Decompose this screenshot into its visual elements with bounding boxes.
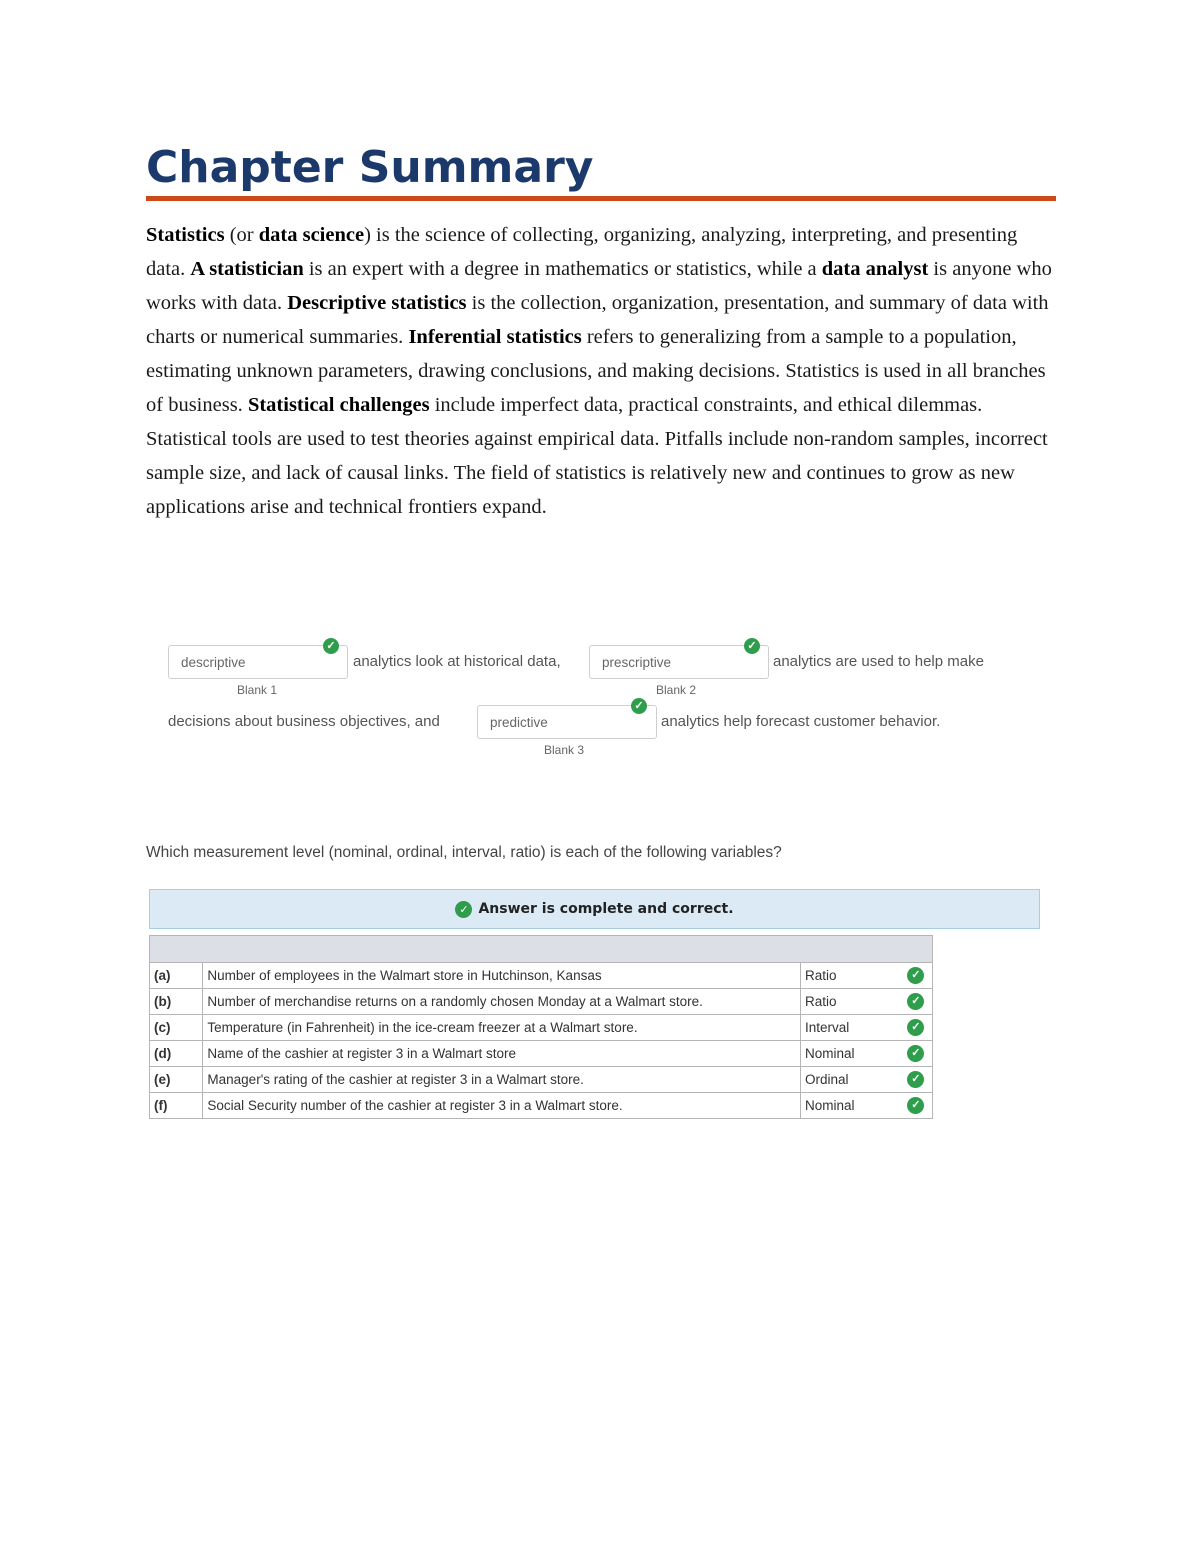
summary-key-term: data science — [258, 224, 365, 246]
table-row — [150, 963, 933, 989]
correct-check-icon: ✓ — [907, 993, 924, 1010]
row-letter: (a) — [150, 963, 203, 989]
table-row — [150, 989, 933, 1015]
summary-text: is the collection, organization, presentation, and summary of data with charts or numerical summaries. — [146, 292, 1049, 348]
row-level-answer[interactable]: Ordinal — [800, 1067, 899, 1093]
blank-3-input[interactable]: predictive — [477, 705, 657, 739]
summary-text: (or — [224, 224, 259, 246]
row-level-answer[interactable]: Interval — [800, 1015, 899, 1041]
summary-key-term: data analyst — [821, 258, 929, 280]
row-letter: (c) — [150, 1015, 203, 1041]
row-level-answer[interactable]: Nominal — [800, 1041, 899, 1067]
measurement-level-table — [149, 935, 933, 1119]
row-level-answer[interactable]: Ratio — [800, 989, 899, 1015]
correct-check-icon: ✓ — [907, 1019, 924, 1036]
blank-3-check-icon: ✓ — [631, 698, 647, 714]
summary-text: is anyone who works with data. — [146, 258, 1052, 314]
row-variable: Temperature (in Fahrenheit) in the ice-cream freezer at a Walmart store. — [203, 1015, 801, 1041]
summary-text: ) is the science of collecting, organizing, analyzing, interpreting, and presenting data. — [146, 224, 1018, 280]
table-row — [150, 1015, 933, 1041]
row-level-answer[interactable]: Ratio — [800, 963, 899, 989]
fill-in-text-3: decisions about business objectives, and — [168, 713, 440, 730]
summary-text: refers to generalizing from a sample to a population, estimating unknown parameters, drawing conclusions, and making decisions. Statistics is used in all branches of business. — [146, 326, 1046, 416]
correct-check-icon: ✓ — [455, 901, 472, 918]
blank-1-check-icon: ✓ — [323, 638, 339, 654]
table-row — [150, 1093, 933, 1119]
answer-status-banner — [149, 889, 1040, 929]
row-letter: (d) — [150, 1041, 203, 1067]
row-variable: Manager's rating of the cashier at register 3 in a Walmart store. — [203, 1067, 801, 1093]
blank-1-input[interactable]: descriptive — [168, 645, 348, 679]
fill-in-text-1: analytics look at historical data, — [353, 653, 561, 670]
table-row — [150, 1067, 933, 1093]
blank-2-check-icon: ✓ — [744, 638, 760, 654]
row-letter: (b) — [150, 989, 203, 1015]
row-variable: Number of employees in the Walmart store in Hutchinson, Kansas — [203, 963, 801, 989]
row-variable: Social Security number of the cashier at register 3 in a Walmart store. — [203, 1093, 801, 1119]
summary-key-term: A statistician — [190, 258, 304, 280]
summary-key-term: Statistics — [146, 224, 225, 246]
row-correct-mark — [900, 1041, 933, 1067]
row-variable: Name of the cashier at register 3 in a Walmart store — [203, 1041, 801, 1067]
table-row — [150, 1041, 933, 1067]
row-correct-mark — [900, 963, 933, 989]
correct-check-icon: ✓ — [907, 1045, 924, 1062]
blank-2-input[interactable]: prescriptive — [589, 645, 769, 679]
table-header-row — [150, 936, 933, 963]
blank-2-label: Blank 2 — [656, 683, 697, 697]
blank-1-label: Blank 1 — [237, 683, 278, 697]
row-correct-mark — [900, 1015, 933, 1041]
fill-in-text-2: analytics are used to help make — [773, 653, 984, 670]
answer-status-text: Answer is complete and correct. — [478, 901, 734, 917]
row-variable: Number of merchandise returns on a randomly chosen Monday at a Walmart store. — [203, 989, 801, 1015]
table-header-cell — [150, 936, 933, 963]
blank-3-label: Blank 3 — [544, 743, 585, 757]
row-level-answer[interactable]: Nominal — [800, 1093, 899, 1119]
summary-key-term: Inferential statistics — [408, 326, 582, 348]
row-letter: (f) — [150, 1093, 203, 1119]
summary-text: include imperfect data, practical constraints, and ethical dilemmas. Statistical tools are used to test theories against empirical data. Pitfalls include non-random samples, incorrect sample size, and lack of causal links. The field of statistics is relatively new and continues to grow as new applications arise and technical frontiers expand. — [146, 394, 1048, 518]
row-correct-mark — [900, 1093, 933, 1119]
correct-check-icon: ✓ — [907, 967, 924, 984]
summary-key-term: Descriptive statistics — [287, 292, 467, 314]
summary-key-term: Statistical challenges — [247, 394, 430, 416]
fill-in-text-4: analytics help forecast customer behavior. — [661, 713, 941, 730]
chapter-summary-paragraph — [146, 218, 1056, 524]
question-text: Which measurement level (nominal, ordinal, interval, ratio) is each of the following variables? — [146, 844, 782, 861]
row-correct-mark — [900, 1067, 933, 1093]
correct-check-icon: ✓ — [907, 1097, 924, 1114]
row-letter: (e) — [150, 1067, 203, 1093]
row-correct-mark — [900, 989, 933, 1015]
summary-text: is an expert with a degree in mathematics or statistics, while a — [303, 258, 822, 280]
page-title: Chapter Summary — [146, 140, 1056, 201]
correct-check-icon: ✓ — [907, 1071, 924, 1088]
